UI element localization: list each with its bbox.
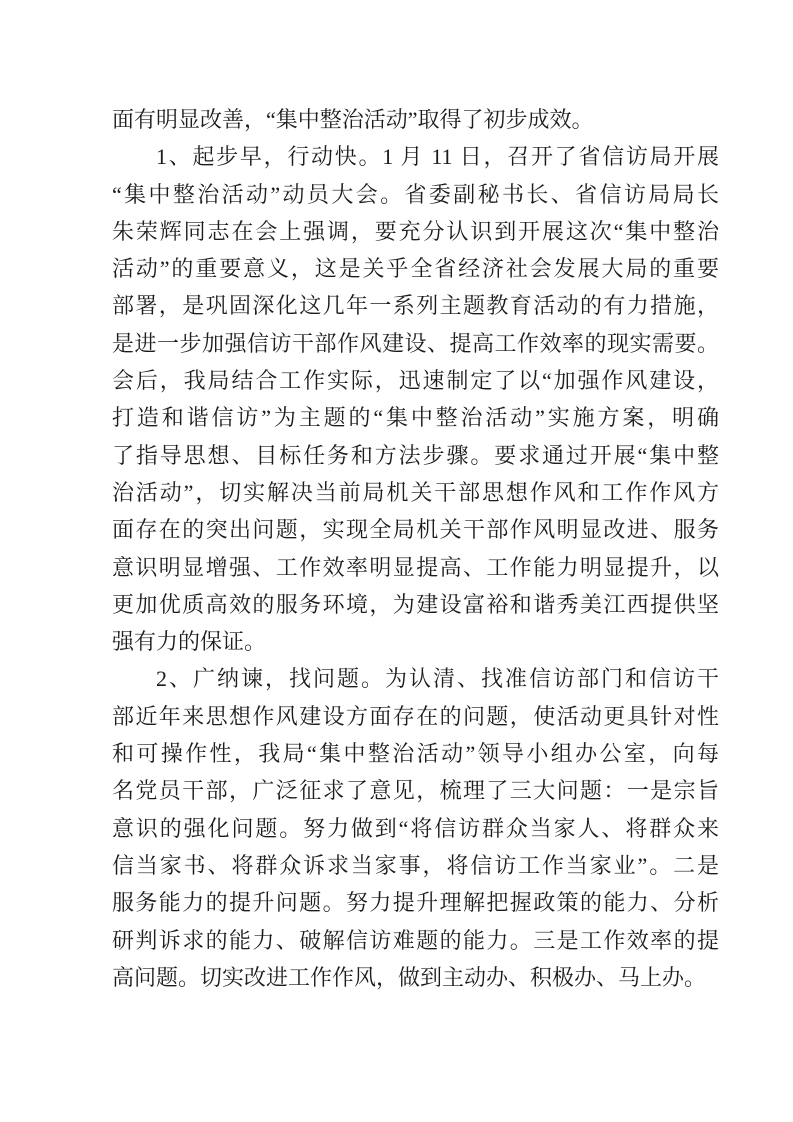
text-line: 研判诉求的能力、破解信访难题的能力。三是工作效率的提 <box>112 927 719 953</box>
text-line: 更加优质高效的服务环境，为建设富裕和谐秀美江西提供坚 <box>112 591 719 617</box>
text-line: 名党员干部，广泛征求了意见，梳理了三大问题：一是宗旨 <box>112 778 719 804</box>
text-line: 部署，是巩固深化这几年一系列主题教育活动的有力措施， <box>112 293 719 319</box>
text-line: 面有明显改善，“集中整治活动”取得了初步成效。 <box>112 107 594 132</box>
text-line: 2、广纳谏，找问题。为认清、找准信访部门和信访干 <box>156 666 719 692</box>
text-line: “集中整治活动”动员大会。省委副秘书长、省信访局局长 <box>112 181 719 207</box>
text-line: 面存在的突出问题，实现全局机关干部作风明显改进、服务 <box>112 517 719 543</box>
text-line: 打造和谐信访”为主题的“集中整治活动”实施方案，明确 <box>112 405 719 431</box>
document-text-block <box>112 101 719 996</box>
text-line: 会后，我局结合工作实际，迅速制定了以“加强作风建设， <box>112 368 719 394</box>
text-line: 高问题。切实改进工作作风，做到主动办、积极办、马上办。 <box>112 964 707 990</box>
text-line: 了指导思想、目标任务和方法步骤。要求通过开展“集中整 <box>112 442 719 468</box>
text-line: 朱荣辉同志在会上强调，要充分认识到开展这次“集中整治 <box>112 218 719 244</box>
text-line: 活动”的重要意义，这是关乎全省经济社会发展大局的重要 <box>112 256 719 282</box>
text-line: 强有力的保证。 <box>112 629 267 655</box>
text-line: 信当家书、将群众诉求当家事，将信访工作当家业”。二是 <box>112 852 719 878</box>
text-line: 部近年来思想作风建设方面存在的问题，使活动更具针对性 <box>112 703 719 729</box>
text-line: 和可操作性，我局“集中整治活动”领导小组办公室，向每 <box>112 741 719 767</box>
text-line: 1、起步早，行动快。1 月 11 日，召开了省信访局开展 <box>156 144 719 170</box>
text-line: 治活动”，切实解决当前局机关干部思想作风和工作作风方 <box>112 479 719 505</box>
text-line: 是进一步加强信访干部作风建设、提高工作效率的现实需要。 <box>112 330 719 356</box>
text-line: 意识的强化问题。努力做到“将信访群众当家人、将群众来 <box>112 815 719 841</box>
text-line: 服务能力的提升问题。努力提升理解把握政策的能力、分析 <box>112 890 719 916</box>
text-line: 意识明显增强、工作效率明显提高、工作能力明显提升，以 <box>112 554 719 580</box>
